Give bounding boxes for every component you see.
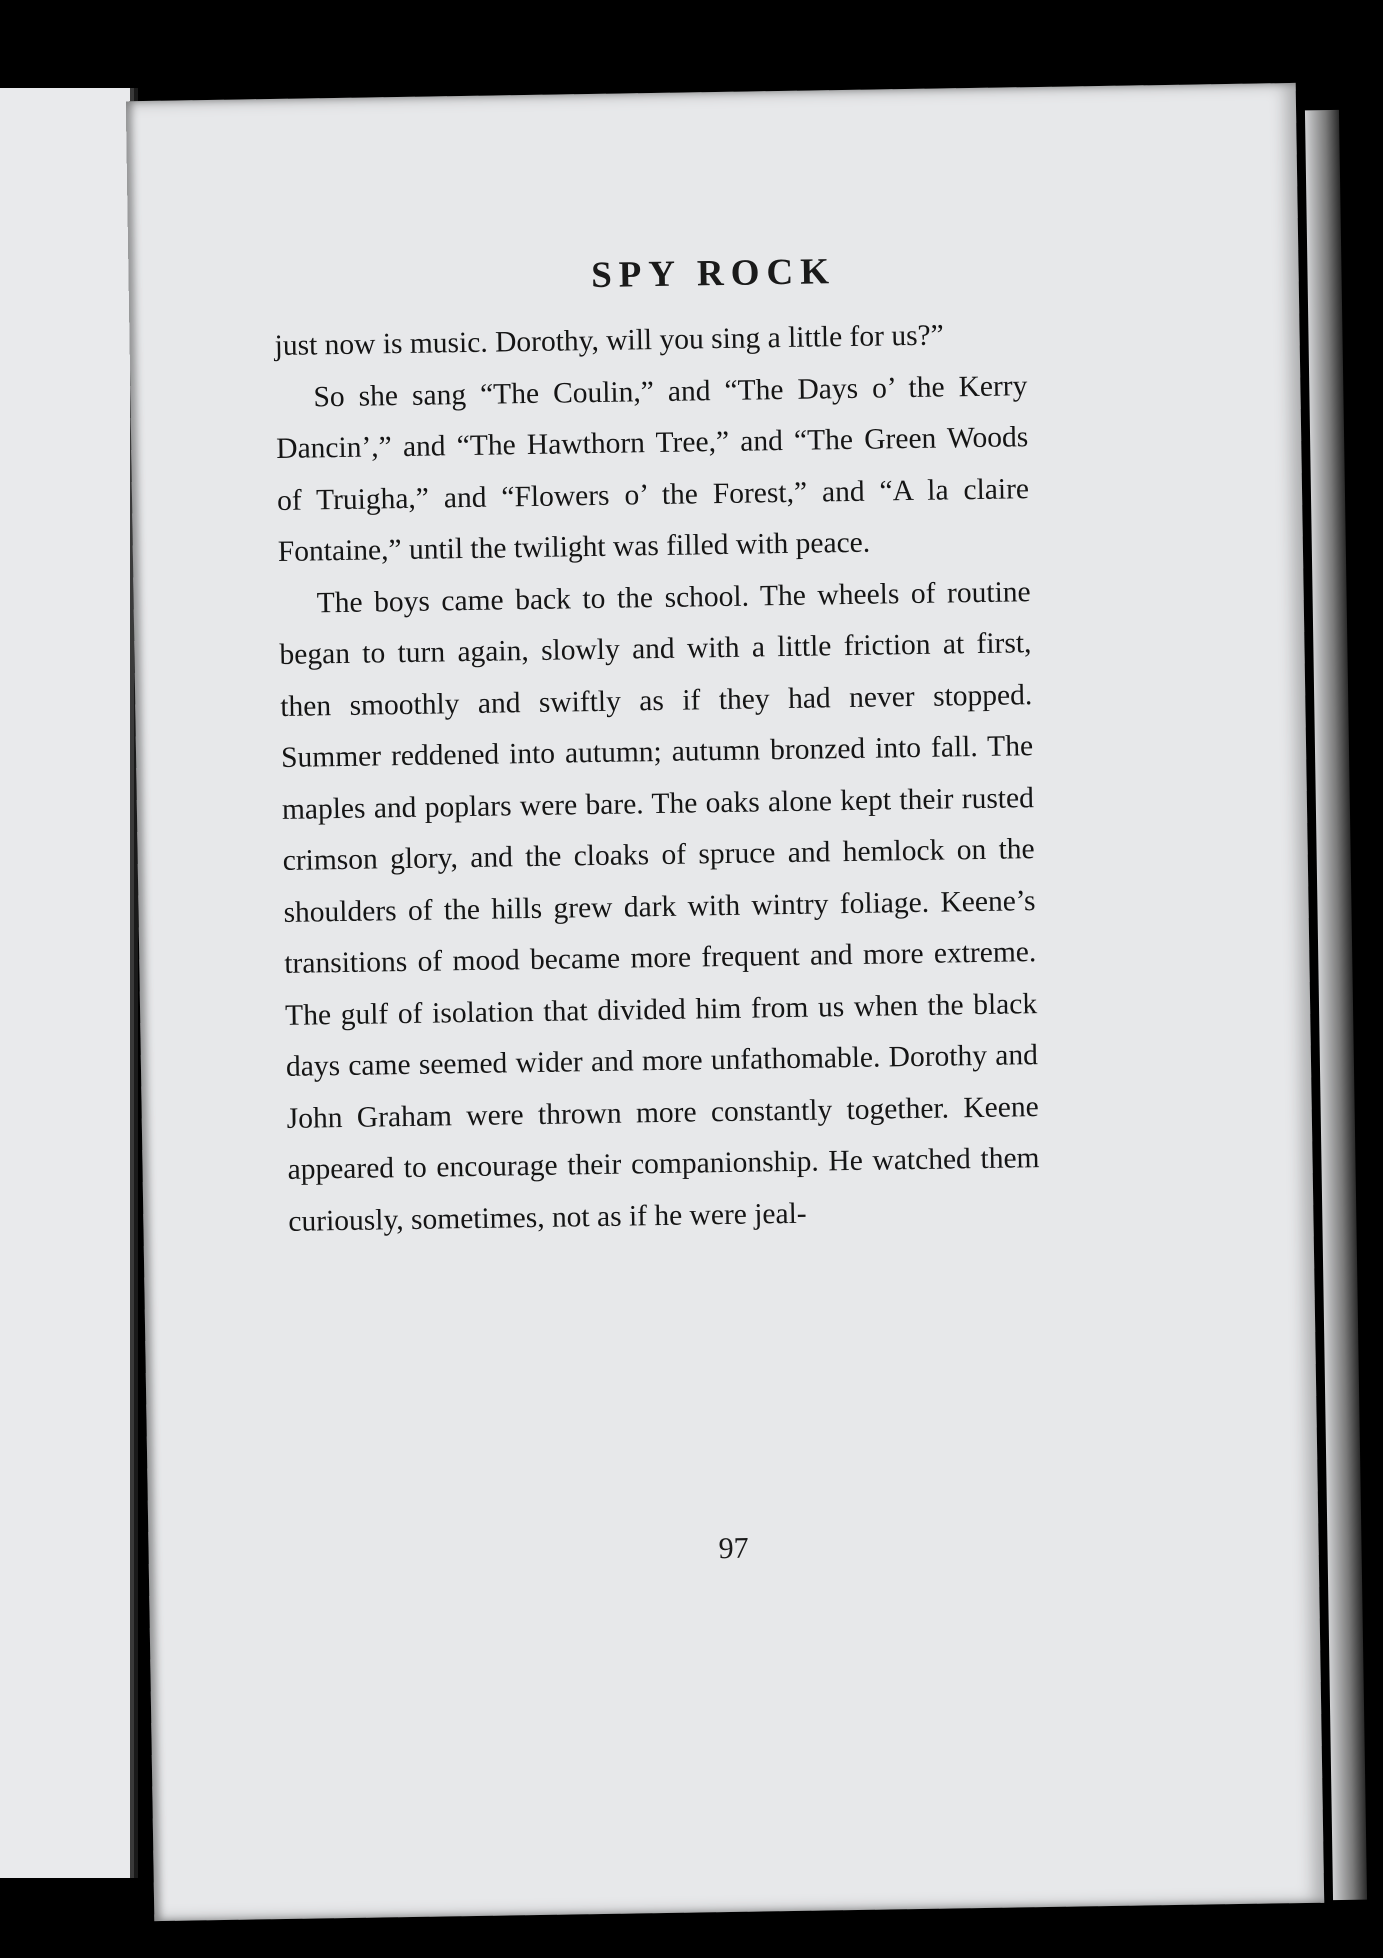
book-page bbox=[126, 83, 1324, 1921]
body-text bbox=[274, 309, 1040, 1248]
page-number: 97 bbox=[718, 1531, 749, 1566]
adjacent-page-edge bbox=[0, 88, 138, 1878]
running-head: SPY ROCK bbox=[590, 251, 837, 297]
paragraph-2: So she sang “The Coulin,” and “The Days o’ the Kerry Dancin’,” and “The Hawthorn Tree,” and “The Green Woods of Truigha,” and “Flowers o’ the Forest,” and “A la claire Fontaine,” until the twilight was filled with peace. bbox=[276, 369, 1030, 568]
paragraph-1: just now is music. Dorothy, will you sing a little for us?” bbox=[274, 319, 944, 362]
paragraph-3: The boys came back to the school. The wheels of routine began to turn again, slowly and with a little friction at first, then smoothly and swiftly as if they had never stopped. Summer reddened into autumn; autumn bronzed into fall. The maples and poplars were bare. The oaks alone kept their rusted crimson glory, and the cloaks of spruce and hemlock on the shoulders of the hills grew dark with wintry foliage. Keene’s transitions of mood became more frequent and more extreme. The gulf of isolation that divided him from us when the black days came seemed wider and more unfathomable. Dorothy and John Graham were thrown more constantly together. Keene appeared to encourage their companionship. He watched them curiously, sometimes, not as if he were jeal- bbox=[279, 575, 1040, 1238]
